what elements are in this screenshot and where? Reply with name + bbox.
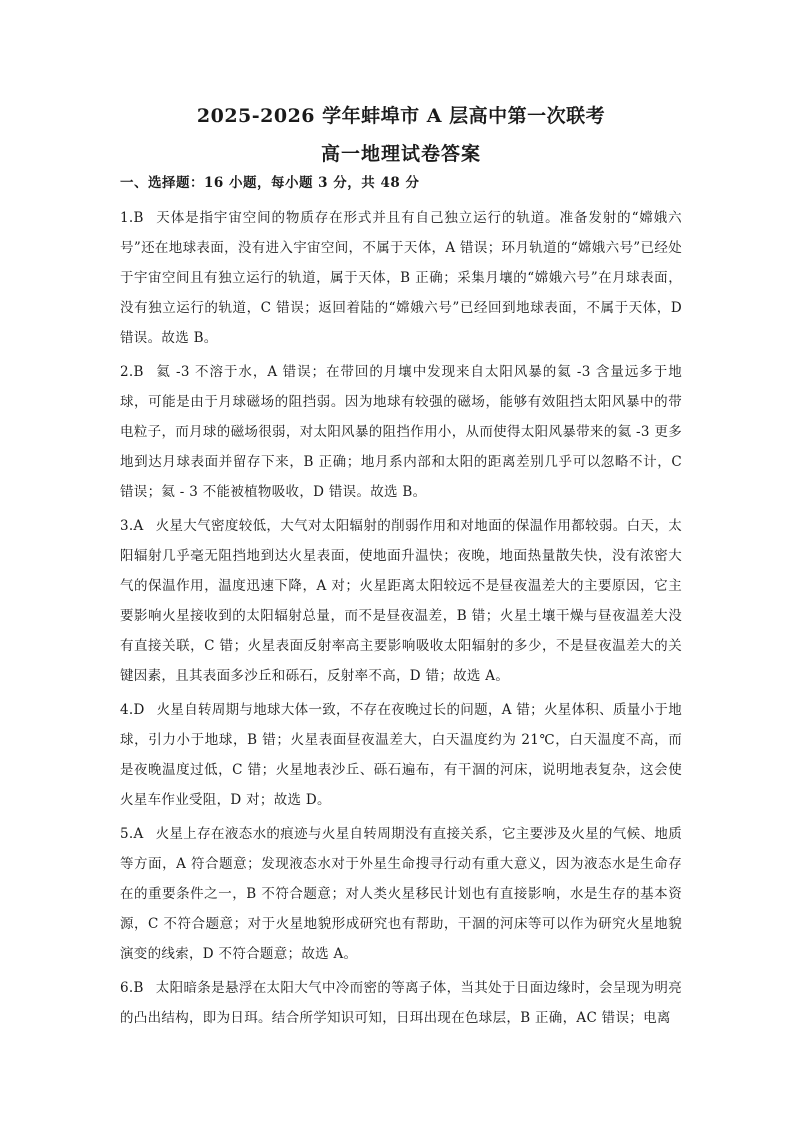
answer-item-3 (120, 511, 682, 691)
answer-item-2 (120, 357, 682, 507)
answer-text: 火星自转周期与地球大体一致，不存在夜晚过长的问题，A 错；火星体积、质量小于地球，引力小于地球，B 错；火星表面昼夜温差大，白天温度约为 21℃，白天温度不高，而是夜晚温度过低，C 错；火星地表沙丘、砾石遍布，有干涸的河床，说明地表复杂，这会使火星车作业受阻，D 对；故选 D。 (120, 702, 682, 808)
answer-text: 氦 -3 不溶于水，A 错误；在带回的月壤中发现来自太阳风暴的氦 -3 含量远多于地球，可能是由于月球磁场的阻挡弱。因为地球有较强的磁场，能够有效阻挡太阳风暴中的带电粒子，而月球的磁场很弱，对太阳风暴的阻挡作用小，从而使得太阳风暴带来的氦 -3 更多地到达月球表面并留存下来，B 正确；地月系内部和太阳的距离差别几乎可以忽略不计，C 错误；氦 - 3 不能被植物吸收，D 错误。故选 B。 (120, 364, 682, 500)
answer-label: 4.D (120, 702, 145, 718)
section-heading: 一、选择题：16 小题，每小题 3 分，共 48 分 (120, 175, 420, 191)
answer-label: 6.B (120, 980, 144, 996)
answer-item-6 (120, 973, 682, 1033)
answer-label: 3.A (120, 518, 144, 534)
answer-list (120, 203, 682, 1033)
document-title: 2025-2026 学年蚌埠市 A 层高中第一次联考 (196, 105, 606, 127)
answer-label: 1.B (120, 210, 144, 226)
answer-item-5 (120, 819, 682, 969)
document-subtitle: 高一地理试卷答案 (320, 143, 481, 165)
answer-text: 太阳暗条是悬浮在太阳大气中冷而密的等离子体，当其处于日面边缘时，会呈现为明亮的凸出结构，即为日珥。结合所学知识可知，日珥出现在色球层，B 正确，AC 错误；电离 (120, 980, 682, 1026)
answer-text: 火星大气密度较低，大气对太阳辐射的削弱作用和对地面的保温作用都较弱。白天，太阳辐射几乎毫无阻挡地到达火星表面，使地面升温快；夜晚，地面热量散失快，没有浓密大气的保温作用，温度迅速下降，A 对；火星距离太阳较远不是昼夜温差大的主要原因，它主要影响火星接收到的太阳辐射总量，而不是昼夜温差，B 错；火星土壤干燥与昼夜温差大没有直接关联，C 错；火星表面反射率高主要影响吸收太阳辐射的多少，不是昼夜温差大的关键因素，且其表面多沙丘和砾石，反射率不高，D 错；故选 A。 (120, 518, 682, 684)
answer-item-4 (120, 695, 682, 815)
answer-label: 5.A (120, 826, 144, 842)
answer-text: 天体是指宇宙空间的物质存在形式并且有自己独立运行的轨道。准备发射的“嫦娥六号”还在地球表面，没有进入宇宙空间，不属于天体，A 错误；环月轨道的“嫦娥六号”已经处于宇宙空间且有独立运行的轨道，属于天体，B 正确；采集月壤的“嫦娥六号”在月球表面，没有独立运行的轨道，C 错误；返回着陆的“嫦娥六号”已经回到地球表面，不属于天体，D 错误。故选 B。 (120, 210, 682, 346)
answer-label: 2.B (120, 364, 144, 380)
answer-item-1 (120, 203, 682, 353)
answer-text: 火星上存在液态水的痕迹与火星自转周期没有直接关系，它主要涉及火星的气候、地质等方面，A 符合题意；发现液态水对于外星生命搜寻行动有重大意义，因为液态水是生命存在的重要条件之一，B 不符合题意；对人类火星移民计划也有直接影响，水是生存的基本资源，C 不符合题意；对于火星地貌形成研究也有帮助，干涸的河床等可以作为研究火星地貌演变的线索，D 不符合题意；故选 A。 (120, 826, 682, 962)
